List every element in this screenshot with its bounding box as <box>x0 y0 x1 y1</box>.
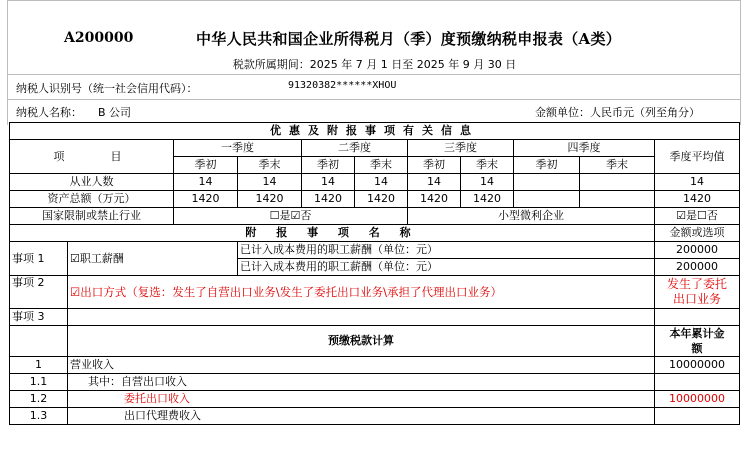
quarter-2-header: 二季度 <box>302 140 408 157</box>
q3-start-header: 季初 <box>408 157 461 174</box>
item-2-value[interactable] <box>655 276 740 309</box>
revenue-value[interactable]: 10000000 <box>655 357 740 374</box>
agency-fee-value[interactable] <box>655 408 740 425</box>
taxpayer-name-value: B 公司 <box>98 106 132 119</box>
assets-q2-end[interactable]: 1420 <box>355 191 408 208</box>
item-2-value-line-1: 发生了委托 <box>667 277 728 291</box>
agency-fee-label: 出口代理费收入 <box>68 408 655 425</box>
employees-average: 14 <box>655 174 740 191</box>
taxpayer-id-label: 纳税人识别号（统一社会信用代码）： <box>16 82 198 95</box>
table-row <box>10 174 740 191</box>
quarter-4-header: 四季度 <box>514 140 655 157</box>
amount-or-option-header: 金额或选项 <box>655 225 740 242</box>
row-number: 1 <box>10 357 68 374</box>
table-row <box>10 309 740 326</box>
form-code: A200000 <box>64 30 134 46</box>
declaration-table <box>9 122 740 425</box>
assets-q4-start[interactable] <box>514 191 580 208</box>
q1-end-header: 季末 <box>238 157 302 174</box>
item-1-label: 事项 1 <box>10 242 68 276</box>
item-1-sub-2-value[interactable]: 200000 <box>655 259 740 276</box>
divider <box>7 74 741 75</box>
entrusted-export-value[interactable]: 10000000 <box>655 391 740 408</box>
item-3-label: 事项 3 <box>10 309 68 326</box>
item-1-checkbox[interactable]: ☑职工薪酬 <box>68 242 238 276</box>
small-micro-enterprise-checkbox[interactable]: ☑是☐否 <box>655 208 740 225</box>
taxpayer-id-value: 91320382******XHOU <box>288 80 397 91</box>
q1-start-header: 季初 <box>174 157 238 174</box>
item-2-export-mode[interactable]: ☑出口方式（复选：发生了自营出口业务\发生了委托出口业务\承担了代理出口业务） <box>68 276 655 309</box>
q3-end-header: 季末 <box>461 157 514 174</box>
top-border <box>7 0 741 1</box>
employees-q3-end[interactable]: 14 <box>461 174 514 191</box>
item-3-content[interactable] <box>68 309 655 326</box>
table-row <box>10 191 740 208</box>
assets-q3-end[interactable]: 1420 <box>461 191 514 208</box>
row-number: 1.2 <box>10 391 68 408</box>
restricted-industry-label: 国家限制或禁止行业 <box>10 208 174 225</box>
revenue-label: 营业收入 <box>68 357 655 374</box>
self-export-label: 其中：自营出口收入 <box>68 374 655 391</box>
quarter-3-header: 三季度 <box>408 140 514 157</box>
employees-q2-start[interactable]: 14 <box>302 174 355 191</box>
item-2-value-line-2: 出口业务 <box>673 292 722 306</box>
q4-end-header: 季末 <box>580 157 655 174</box>
assets-average: 1420 <box>655 191 740 208</box>
prepaid-tax-title: 预缴税款计算 <box>68 326 655 357</box>
assets-q3-start[interactable]: 1420 <box>408 191 461 208</box>
item-header: 项 目 <box>10 140 174 174</box>
form-title: 中华人民共和国企业所得税月（季）度预缴纳税申报表（A类） <box>196 30 622 48</box>
quarter-average-header: 季度平均值 <box>655 140 740 174</box>
table-row <box>10 357 740 374</box>
q2-start-header: 季初 <box>302 157 355 174</box>
item-1-sub-1-value[interactable]: 200000 <box>655 242 740 259</box>
assets-q2-start[interactable]: 1420 <box>302 191 355 208</box>
table-row <box>10 208 740 225</box>
row-number: 1.1 <box>10 374 68 391</box>
assets-q1-start[interactable]: 1420 <box>174 191 238 208</box>
q4-start-header: 季初 <box>514 157 580 174</box>
restricted-industry-checkbox[interactable]: ☐是☑否 <box>174 208 408 225</box>
attached-items-title: 附 报 事 项 名 称 <box>10 225 655 242</box>
employees-q2-end[interactable]: 14 <box>355 174 408 191</box>
item-2-label: 事项 2 <box>10 276 68 309</box>
calc-spacer <box>10 326 68 357</box>
employees-q1-start[interactable]: 14 <box>174 174 238 191</box>
assets-q4-end[interactable] <box>580 191 655 208</box>
ytd-header-line-2: 额 <box>691 342 703 355</box>
employees-q4-start[interactable] <box>514 174 580 191</box>
table-row <box>10 276 740 309</box>
ytd-amount-header <box>655 326 740 357</box>
row-number: 1.3 <box>10 408 68 425</box>
tax-period: 税款所属期间：2025 年 7 月 1 日至 2025 年 9 月 30 日 <box>232 58 517 71</box>
item-3-value[interactable] <box>655 309 740 326</box>
total-assets-label: 资产总额（万元） <box>10 191 174 208</box>
employees-q1-end[interactable]: 14 <box>238 174 302 191</box>
assets-q1-end[interactable]: 1420 <box>238 191 302 208</box>
quarter-1-header: 一季度 <box>174 140 302 157</box>
employees-q3-start[interactable]: 14 <box>408 174 461 191</box>
item-1-sub-1-label: 已计入成本费用的职工薪酬（单位：元） <box>238 242 655 259</box>
table-row <box>10 374 740 391</box>
preferential-section-title: 优惠及附报事项有关信息 <box>10 123 740 140</box>
table-row <box>10 242 740 259</box>
employees-label: 从业人数 <box>10 174 174 191</box>
small-micro-enterprise-label: 小型微利企业 <box>408 208 655 225</box>
entrusted-export-label: 委托出口收入 <box>68 391 655 408</box>
self-export-value[interactable] <box>655 374 740 391</box>
q2-end-header: 季末 <box>355 157 408 174</box>
amount-unit: 金额单位：人民币元（列至角分） <box>535 106 700 119</box>
table-row <box>10 391 740 408</box>
item-1-sub-2-label: 已计入成本费用的职工薪酬（单位：元） <box>238 259 655 276</box>
table-row <box>10 408 740 425</box>
divider <box>7 99 741 100</box>
ytd-header-line-1: 本年累计金 <box>669 327 725 340</box>
taxpayer-name-label: 纳税人名称： <box>16 106 82 119</box>
employees-q4-end[interactable] <box>580 174 655 191</box>
